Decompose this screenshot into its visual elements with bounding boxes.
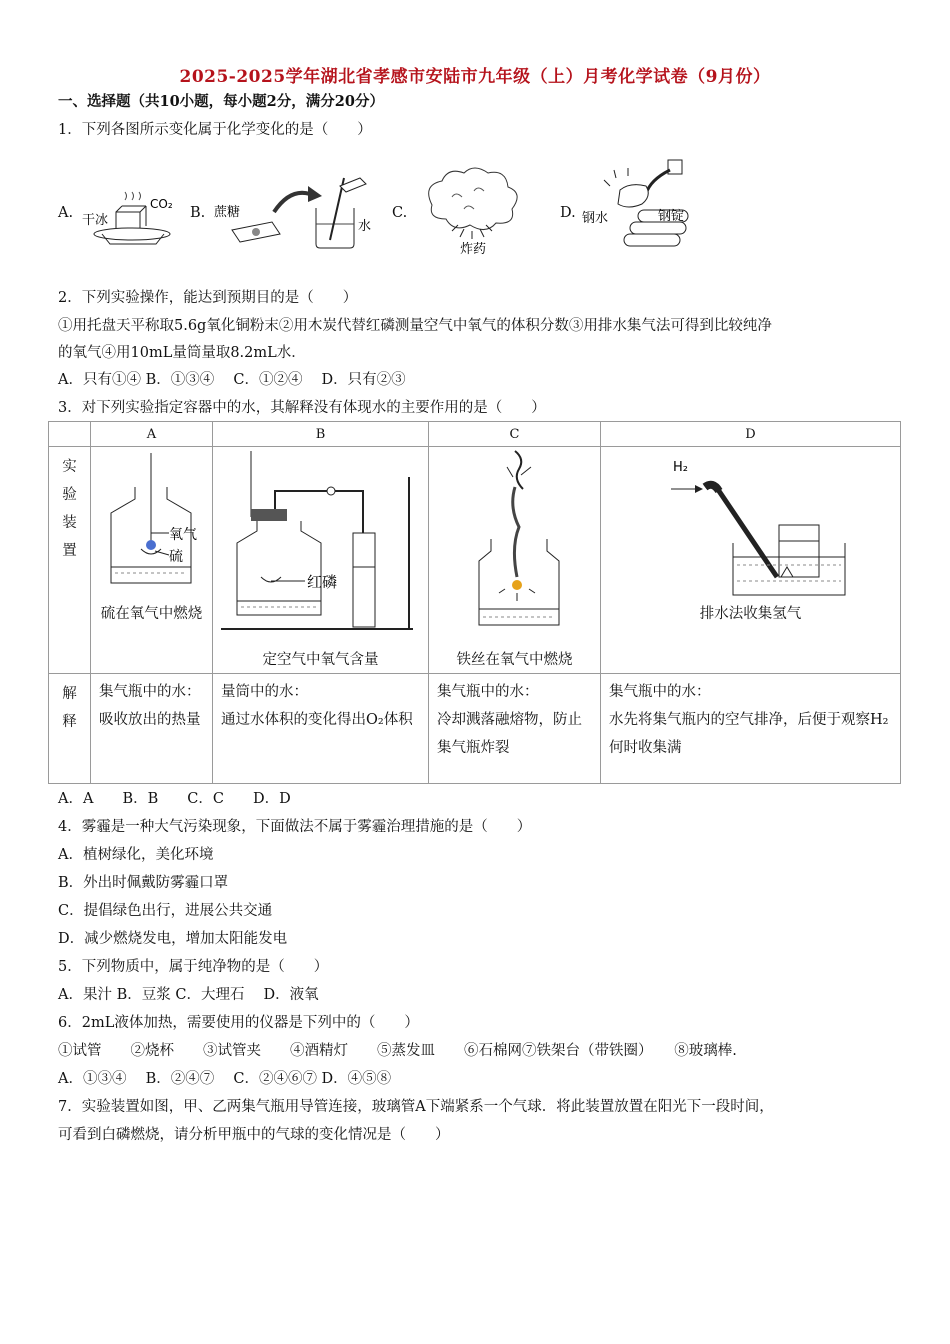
- question-5-stem: 5．下列物质中，属于纯净物的是（ ）: [58, 959, 329, 975]
- q1-option-c-letter: C.: [392, 205, 408, 221]
- hydrogen-collection-figure: [601, 447, 899, 597]
- q1a-label-co2: CO₂: [150, 197, 173, 211]
- section-heading: 一、选择题（共10小题，每小题2分，满分20分）: [58, 93, 384, 110]
- question-3-stem: 3．对下列实验指定容器中的水，其解释没有体现水的主要作用的是（ ）: [58, 400, 546, 416]
- label-hydrogen: H₂: [673, 460, 688, 475]
- q4-option-c: C．提倡绿色出行，进展公共交通: [58, 903, 273, 919]
- q1-option-a-letter: A.: [58, 205, 74, 221]
- q1b-label-water: 水: [358, 219, 372, 234]
- q4-option-a: A．植树绿化，美化环境: [58, 847, 214, 863]
- q3-header-blank: [49, 422, 91, 447]
- caption-d: 排水法收集氢气: [699, 606, 802, 622]
- q1-explosive-figure: [412, 165, 532, 257]
- explanation-a: 集气瓶中的水： 吸收放出的热量: [91, 674, 213, 784]
- q1-dissolve-figure: [210, 172, 380, 252]
- q3-header-d: D: [601, 422, 901, 447]
- q2-choices: A．只有①④ B．①③④ C．①②④ D．只有②③: [58, 372, 406, 388]
- q3-header-c: C: [429, 422, 601, 447]
- q3-apparatus-d: [601, 447, 901, 674]
- exam-title: 2025-2025学年湖北省孝感市安陆市九年级（上）月考化学试卷（9月份）: [179, 67, 771, 87]
- explanation-d: 集气瓶中的水： 水先将集气瓶内的空气排净，后便于观察H₂何时收集满: [601, 674, 901, 784]
- q3-apparatus-a: [91, 447, 213, 674]
- q1d-label-molten-steel: 钢水: [582, 211, 609, 226]
- q1c-label-explosive: 炸药: [460, 242, 487, 257]
- q3-apparatus-b: [213, 447, 429, 674]
- q1-dry-ice-figure: [80, 190, 190, 252]
- label-red-phosphorus: 红磷: [307, 573, 338, 591]
- caption-b: 定空气中氧气含量: [262, 652, 379, 668]
- q1b-label-sugar: 蔗糖: [214, 205, 241, 220]
- q5-choices: A．果汁 B．豆浆 C．大理石 D．液氧: [58, 987, 319, 1003]
- q3-explanation-row: [49, 674, 901, 784]
- q1d-label-steel-ingot: 钢锭: [658, 209, 685, 224]
- question-7-line1: 7．实验装置如图，甲、乙两集气瓶用导管连接，玻璃管A下端紧系一个气球．将此装置放置在阳光下一段时间，: [58, 1099, 774, 1115]
- q3-header-b: B: [213, 422, 429, 447]
- q3-header-row: [49, 422, 901, 447]
- question-2-stem: 2．下列实验操作，能达到预期目的是（ ）: [58, 290, 358, 306]
- q4-option-d: D．减少燃烧发电，增加太阳能发电: [58, 931, 288, 947]
- label-oxygen: 氧气: [169, 527, 197, 543]
- label-sulfur: 硫: [169, 549, 183, 565]
- q3-apparatus-c: [429, 447, 601, 674]
- caption-a: 硫在氧气中燃烧: [100, 606, 203, 622]
- iron-wire-combustion-figure: [429, 447, 599, 643]
- explanation-b: 量筒中的水： 通过水体积的变化得出O₂体积: [213, 674, 429, 784]
- q1-option-b-letter: B.: [190, 205, 206, 221]
- caption-c: 铁丝在氧气中燃烧: [456, 652, 573, 668]
- question-1-stem: 1．下列各图所示变化属于化学变化的是（ ）: [58, 122, 372, 138]
- explanation-c: 集气瓶中的水： 冷却溅落融熔物，防止集气瓶炸裂: [429, 674, 601, 784]
- question-4-stem: 4．雾霾是一种大气污染现象，下面做法不属于雾霾治理措施的是（ ）: [58, 819, 532, 835]
- question-7-line2: 可看到白磷燃烧，请分析甲瓶中的气球的变化情况是（ ）: [58, 1127, 450, 1143]
- q3-header-a: A: [91, 422, 213, 447]
- question-6-stem: 6．2mL液体加热，需要使用的仪器是下列中的（ ）: [58, 1015, 419, 1031]
- q3-explanation-label: 解 释: [49, 674, 91, 784]
- q4-option-b: B．外出时佩戴防雾霾口罩: [58, 875, 229, 891]
- q3-apparatus-row: [49, 447, 901, 674]
- q6-choices: A．①③④ B．②④⑦ C．②④⑥⑦ D．④⑤⑧: [58, 1071, 392, 1087]
- q3-experiment-table: [48, 421, 901, 784]
- q2-items-line2: 的氧气④用10mL量筒量取8.2mL水．: [58, 345, 306, 361]
- q1a-label-dry-ice: 干冰: [82, 213, 109, 228]
- q1-option-d-letter: D.: [560, 205, 576, 221]
- q2-items-line1: ①用托盘天平称取5.6g氧化铜粉末②用木炭代替红磷测量空气中氧气的体积分数③用排水集气法可得到比较纯净: [58, 318, 772, 334]
- q1-steel-figure: [580, 150, 700, 260]
- q6-items: ①试管 ②烧杯 ③试管夹 ④酒精灯 ⑤蒸发皿 ⑥石棉网⑦铁架台（带铁圈） ⑧玻璃棒.: [58, 1043, 737, 1059]
- phosphorus-oxygen-figure: [213, 447, 427, 643]
- sulfur-combustion-figure: [91, 447, 211, 597]
- q3-choices: A．A B．B C．C D．D: [58, 791, 291, 807]
- q3-apparatus-label: 实 验 装 置: [49, 447, 91, 674]
